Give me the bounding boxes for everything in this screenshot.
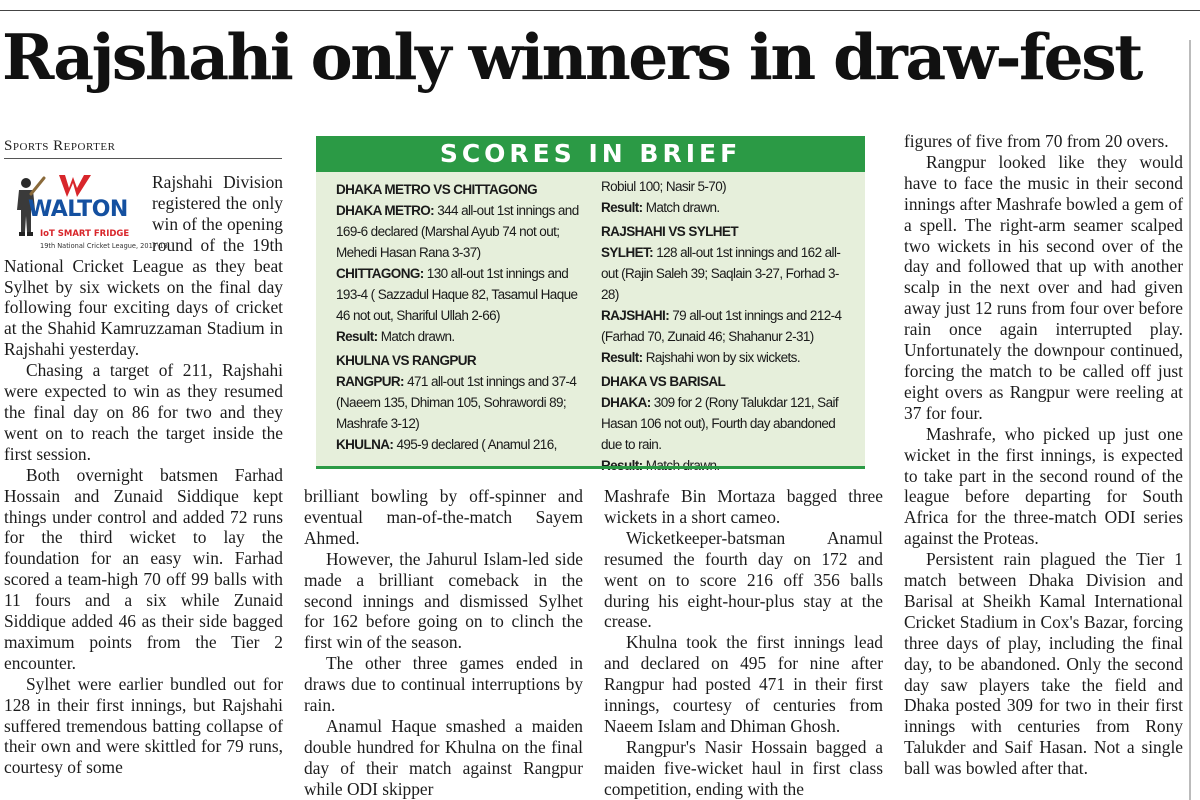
article-column-4 xyxy=(904,131,1183,779)
walton-brand: WALTON xyxy=(28,197,128,222)
score-entry xyxy=(336,200,581,263)
score-entry xyxy=(336,263,581,326)
article-column-2 xyxy=(304,486,583,800)
team-name: SYLHET: xyxy=(601,245,654,260)
article-column-3 xyxy=(604,486,883,800)
paragraph: Khulna took the first innings lead and declared on 495 for nine after Rangpur had posted 471 in their first innings, courtesy of centuries from Naeem Islam and Dhiman Ghosh. xyxy=(604,632,883,736)
paragraph: Rajshahi Division registered the only win of the opening round of the 19th National Cricket League as they beat Sylhet by six wickets on the final day following four exciting days of cricket at the Shahid Kamruzzaman Stadium in Rajshahi yesterday. xyxy=(4,172,283,360)
score-entry xyxy=(601,242,851,305)
result-entry xyxy=(601,197,851,218)
scores-banner xyxy=(316,136,865,172)
byline-rule xyxy=(4,158,282,159)
article-column-1 xyxy=(4,172,283,778)
scores-in-brief-box xyxy=(316,136,865,469)
result-entry xyxy=(336,326,581,347)
team-name: RANGPUR: xyxy=(336,374,404,389)
paragraph: However, the Jahurul Islam-led side made a brilliant comeback in the second innings and dismissed Sylhet for 162 before going on to clinch the first win of the season. xyxy=(304,548,583,653)
match-title: DHAKA VS BARISAL xyxy=(601,374,726,389)
score-entry xyxy=(601,305,851,347)
team-name: RAJSHAHI: xyxy=(601,308,670,323)
paragraph: Rangpur's Nasir Hossain bagged a maiden five-wicket haul in first class competition, ending with the xyxy=(604,736,883,799)
scores-right-column xyxy=(601,176,851,476)
scores-title: SCORES IN BRIEF xyxy=(439,139,742,168)
scores-bottom-rule xyxy=(316,466,865,469)
score-text: 128 all-out 1st innings and 162 all-out (Rajin Saleh 39; Saqlain 3-27, Forhad 3-28) xyxy=(601,245,841,302)
score-text: 309 for 2 (Rony Talukdar 121, Saif Hasan 106 not out), Fourth day abandoned due to rain. xyxy=(601,395,839,452)
paragraph: figures of five from 70 from 20 overs. xyxy=(904,131,1169,151)
paragraph: Wicketkeeper-batsman Anamul resumed the fourth day on 172 and went on to score 216 off 356 balls during his eight-hour-plus stay at the crease. xyxy=(604,527,883,632)
score-entry xyxy=(336,371,581,434)
score-text: 79 all-out 1st innings and 212-4 (Farhad 70, Zunaid 46; Shahanur 2-31) xyxy=(601,308,842,344)
walton-tagline: IoT SMART FRIDGE xyxy=(40,229,130,239)
paragraph: Rangpur looked like they would have to face the music in their second innings after Mashrafe bowled a gem of a spell. The right-arm seamer scalped two wickets in his second over of the day and followed that up with another scalp in the next over and had given away just 12 runs from four over before rain once again interrupted play. Unfortunately the downpour continued, forcing the match to be called off just eight overs as Rangpur were reeling at 37 for four. xyxy=(904,151,1183,423)
result-text: Match drawn. xyxy=(377,329,455,344)
team-name: DHAKA METRO: xyxy=(336,203,435,218)
league-name: 19th National Cricket League, 2017-18 xyxy=(40,242,168,250)
result-text: Match drawn. xyxy=(642,200,720,215)
walton-w-icon xyxy=(58,172,92,200)
team-name: DHAKA: xyxy=(601,395,651,410)
paragraph: Mashrafe, who picked up just one wicket in the first innings, is expected to take part in the second round of the league before departing for South Africa for the three-match ODI series against the Proteas. xyxy=(904,423,1183,549)
score-text: 471 all-out 1st innings and 37-4 (Naeem 135, Dhiman 105, Sohrawordi 89; Mashrafe 3-12) xyxy=(336,374,577,431)
paragraph: Persistent rain plagued the Tier 1 match between Dhaka Division and Barisal at Sheikh Kamal International Cricket Stadium in Cox's Bazar, forcing three days of play, including the final day, to be abandoned. Only the second day saw players take the field and Dhaka posted 309 for two in their first innings with centuries from Rony Talukder and Saif Hasan. Not a single ball was bowled after that. xyxy=(904,549,1183,779)
scores-left-column xyxy=(336,176,581,455)
paragraph: The other three games ended in draws due to continual interruptions by rain. xyxy=(304,653,583,716)
top-rule xyxy=(0,10,1200,11)
result-label: Result: xyxy=(336,329,378,344)
result-entry xyxy=(601,347,851,368)
team-name: CHITTAGONG: xyxy=(336,266,424,281)
result-label: Result: xyxy=(601,350,643,365)
headline: Rajshahi only winners in draw-fest xyxy=(2,20,1141,94)
score-text: 495-9 declared ( Anamul 216, xyxy=(393,437,557,452)
paragraph: Anamul Haque smashed a maiden double hundred for Khulna on the final day of their match against Rangpur while ODI skipper xyxy=(304,715,583,799)
paragraph: Both overnight batsmen Farhad Hossain and Zunaid Siddique kept things under control and added 72 runs for the third wicket to lay the foundation for an easy win. Farhad scored a team-high 70 off 99 balls with 11 fours and a six while Zunaid Siddique added 46 as their side bagged maximum points from the Tier 2 encounter. xyxy=(4,464,283,673)
score-entry xyxy=(601,392,851,455)
walton-logo xyxy=(4,172,168,252)
score-entry xyxy=(336,434,581,455)
paragraph: brilliant bowling by off-spinner and eventual man-of-the-match Sayem Ahmed. xyxy=(304,486,583,548)
match-title: DHAKA METRO VS CHITTAGONG xyxy=(336,182,537,197)
score-text: 130 all-out 1st innings and 193-4 ( Sazzadul Haque 82, Tasamul Haque 46 not out, Shariful Ullah 2-66) xyxy=(336,266,578,323)
paragraph: Sylhet were earlier bundled out for 128 in their first innings, but Rajshahi suffered tremendous batting collapse of their own and were skittled for 79 runs, courtesy of some xyxy=(4,673,283,778)
paragraph: Mashrafe Bin Mortaza bagged three wickets in a short cameo. xyxy=(604,486,883,527)
page-edge-rule xyxy=(1189,40,1191,800)
match-title: RAJSHAHI VS SYLHET xyxy=(601,224,738,239)
score-entry: Robiul 100; Nasir 5-70) xyxy=(601,179,727,194)
byline: Sports Reporter xyxy=(4,138,116,154)
paragraph: Chasing a target of 211, Rajshahi were expected to win as they resumed the final day on 86 for two and they went on to reach the target inside the first session. xyxy=(4,360,283,464)
match-title: KHULNA VS RANGPUR xyxy=(336,353,477,368)
score-text: 344 all-out 1st innings and 169-6 declared (Marshal Ayub 74 not out; Mehedi Hasan Rana 3-37) xyxy=(336,203,579,260)
team-name: KHULNA: xyxy=(336,437,394,452)
result-text: Rajshahi won by six wickets. xyxy=(642,350,800,365)
result-label: Result: xyxy=(601,200,643,215)
